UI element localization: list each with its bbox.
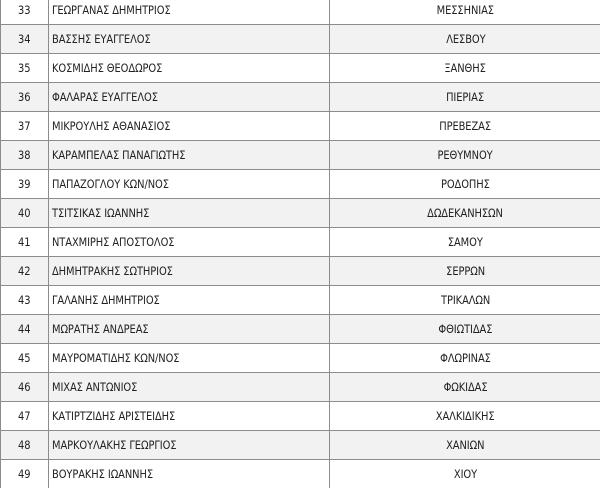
name-cell bbox=[49, 112, 330, 141]
table-row bbox=[1, 431, 600, 460]
region-name: ΧΙΟΥ bbox=[453, 467, 478, 481]
row-number-cell bbox=[1, 257, 49, 286]
table-row bbox=[1, 460, 600, 488]
region-cell bbox=[330, 112, 600, 141]
region-name: ΧΑΛΚΙΔΙΚΗΣ bbox=[436, 409, 495, 423]
table-row bbox=[1, 141, 600, 170]
table-row bbox=[1, 402, 600, 431]
region-cell bbox=[330, 373, 600, 402]
table-row bbox=[1, 112, 600, 141]
table-row bbox=[1, 257, 600, 286]
table-row bbox=[1, 83, 600, 112]
row-number-cell bbox=[1, 112, 49, 141]
region-name: ΦΛΩΡΙΝΑΣ bbox=[440, 351, 491, 365]
region-cell bbox=[330, 141, 600, 170]
person-name: ΦΑΛΑΡΑΣ ΕΥΑΓΓΕΛΟΣ bbox=[52, 90, 158, 104]
person-name: ΝΤΑΧΜΙΡΗΣ ΑΠΟΣΤΟΛΟΣ bbox=[52, 235, 175, 249]
region-cell bbox=[330, 431, 600, 460]
region-name: ΠΡΕΒΕΖΑΣ bbox=[439, 119, 492, 133]
table-row bbox=[1, 170, 600, 199]
region-cell bbox=[330, 83, 600, 112]
region-cell bbox=[330, 402, 600, 431]
row-number-cell bbox=[1, 431, 49, 460]
row-number: 41 bbox=[18, 235, 31, 249]
row-number: 34 bbox=[18, 32, 31, 46]
row-number: 37 bbox=[18, 119, 31, 133]
person-name: ΤΣΙΤΣΙΚΑΣ ΙΩΑΝΝΗΣ bbox=[52, 206, 150, 220]
name-cell bbox=[49, 315, 330, 344]
row-number: 49 bbox=[18, 467, 31, 481]
person-name: ΚΟΣΜΙΔΗΣ ΘΕΟΔΩΡΟΣ bbox=[52, 61, 163, 75]
row-number: 46 bbox=[18, 380, 31, 394]
table-row bbox=[1, 344, 600, 373]
row-number-cell bbox=[1, 141, 49, 170]
name-cell bbox=[49, 0, 330, 25]
region-cell bbox=[330, 54, 600, 83]
region-name: ΣΕΡΡΩΝ bbox=[446, 264, 485, 278]
person-name: ΜΑΥΡΟΜΑΤΙΔΗΣ ΚΩΝ/ΝΟΣ bbox=[52, 351, 180, 365]
name-cell bbox=[49, 257, 330, 286]
roster-table-body bbox=[1, 0, 600, 488]
person-name: ΚΑΡΑΜΠΕΛΑΣ ΠΑΝΑΓΙΩΤΗΣ bbox=[52, 148, 186, 162]
region-name: ΦΘΙΩΤΙΔΑΣ bbox=[438, 322, 493, 336]
table-row bbox=[1, 315, 600, 344]
region-cell bbox=[330, 228, 600, 257]
row-number-cell bbox=[1, 286, 49, 315]
region-name: ΡΕΘΥΜΝΟΥ bbox=[437, 148, 494, 162]
name-cell bbox=[49, 170, 330, 199]
row-number-cell bbox=[1, 25, 49, 54]
name-cell bbox=[49, 25, 330, 54]
row-number: 38 bbox=[18, 148, 31, 162]
region-cell bbox=[330, 170, 600, 199]
region-cell bbox=[330, 257, 600, 286]
row-number-cell bbox=[1, 460, 49, 488]
table-row bbox=[1, 0, 600, 25]
person-name: ΓΑΛΑΝΗΣ ΔΗΜΗΤΡΙΟΣ bbox=[52, 293, 160, 307]
region-name: ΛΕΣΒΟΥ bbox=[445, 32, 486, 46]
row-number-cell bbox=[1, 344, 49, 373]
row-number-cell bbox=[1, 402, 49, 431]
name-cell bbox=[49, 141, 330, 170]
person-name: ΒΟΥΡΑΚΗΣ ΙΩΑΝΝΗΣ bbox=[52, 467, 154, 481]
region-name: ΜΕΣΣΗΝΙΑΣ bbox=[436, 3, 495, 17]
person-name: ΜΑΡΚΟΥΛΑΚΗΣ ΓΕΩΡΓΙΟΣ bbox=[52, 438, 177, 452]
region-cell bbox=[330, 315, 600, 344]
region-name: ΣΑΜΟΥ bbox=[448, 235, 483, 249]
region-name: ΠΙΕΡΙΑΣ bbox=[446, 90, 485, 104]
row-number: 44 bbox=[18, 322, 31, 336]
name-cell bbox=[49, 83, 330, 112]
name-cell bbox=[49, 402, 330, 431]
row-number-cell bbox=[1, 54, 49, 83]
row-number: 42 bbox=[18, 264, 31, 278]
person-name: ΔΗΜΗΤΡΑΚΗΣ ΣΩΤΗΡΙΟΣ bbox=[52, 264, 173, 278]
table-row bbox=[1, 25, 600, 54]
region-cell bbox=[330, 0, 600, 25]
person-name: ΠΑΠΑΖΟΓΛΟΥ ΚΩΝ/ΝΟΣ bbox=[52, 177, 169, 191]
region-cell bbox=[330, 460, 600, 488]
region-name: ΦΩΚΙΔΑΣ bbox=[443, 380, 488, 394]
name-cell bbox=[49, 228, 330, 257]
row-number-cell bbox=[1, 199, 49, 228]
region-cell bbox=[330, 286, 600, 315]
name-cell bbox=[49, 54, 330, 83]
row-number-cell bbox=[1, 315, 49, 344]
row-number-cell bbox=[1, 228, 49, 257]
region-name: ΞΑΝΘΗΣ bbox=[444, 61, 487, 75]
table-row bbox=[1, 199, 600, 228]
person-name: ΓΕΩΡΓΑΝΑΣ ΔΗΜΗΤΡΙΟΣ bbox=[52, 3, 171, 17]
row-number: 35 bbox=[18, 61, 31, 75]
name-cell bbox=[49, 199, 330, 228]
name-cell bbox=[49, 344, 330, 373]
region-name: ΡΟΔΟΠΗΣ bbox=[441, 177, 490, 191]
row-number: 39 bbox=[18, 177, 31, 191]
region-cell bbox=[330, 199, 600, 228]
name-cell bbox=[49, 373, 330, 402]
row-number: 36 bbox=[18, 90, 31, 104]
table-row bbox=[1, 54, 600, 83]
person-name: ΜΙΧΑΣ ΑΝΤΩΝΙΟΣ bbox=[52, 380, 138, 394]
row-number: 47 bbox=[18, 409, 31, 423]
region-name: ΤΡΙΚΑΛΩΝ bbox=[440, 293, 491, 307]
row-number: 33 bbox=[18, 3, 31, 17]
person-name: ΜΙΚΡΟΥΛΗΣ ΑΘΑΝΑΣΙΟΣ bbox=[52, 119, 171, 133]
row-number: 45 bbox=[18, 351, 31, 365]
row-number: 48 bbox=[18, 438, 31, 452]
table-row bbox=[1, 373, 600, 402]
person-name: ΒΑΣΣΗΣ ΕΥΑΓΓΕΛΟΣ bbox=[52, 32, 151, 46]
region-name: ΔΩΔΕΚΑΝΗΣΩΝ bbox=[427, 206, 504, 220]
region-cell bbox=[330, 25, 600, 54]
person-name: ΜΩΡΑΤΗΣ ΑΝΔΡΕΑΣ bbox=[52, 322, 149, 336]
table-row bbox=[1, 286, 600, 315]
row-number-cell bbox=[1, 0, 49, 25]
region-name: ΧΑΝΙΩΝ bbox=[446, 438, 485, 452]
name-cell bbox=[49, 460, 330, 488]
region-cell bbox=[330, 344, 600, 373]
person-name: ΚΑΤΙΡΤΖΙΔΗΣ ΑΡΙΣΤΕΙΔΗΣ bbox=[52, 409, 176, 423]
row-number-cell bbox=[1, 83, 49, 112]
name-cell bbox=[49, 431, 330, 460]
table-row bbox=[1, 228, 600, 257]
row-number: 40 bbox=[18, 206, 31, 220]
name-cell bbox=[49, 286, 330, 315]
row-number: 43 bbox=[18, 293, 31, 307]
row-number-cell bbox=[1, 373, 49, 402]
row-number-cell bbox=[1, 170, 49, 199]
